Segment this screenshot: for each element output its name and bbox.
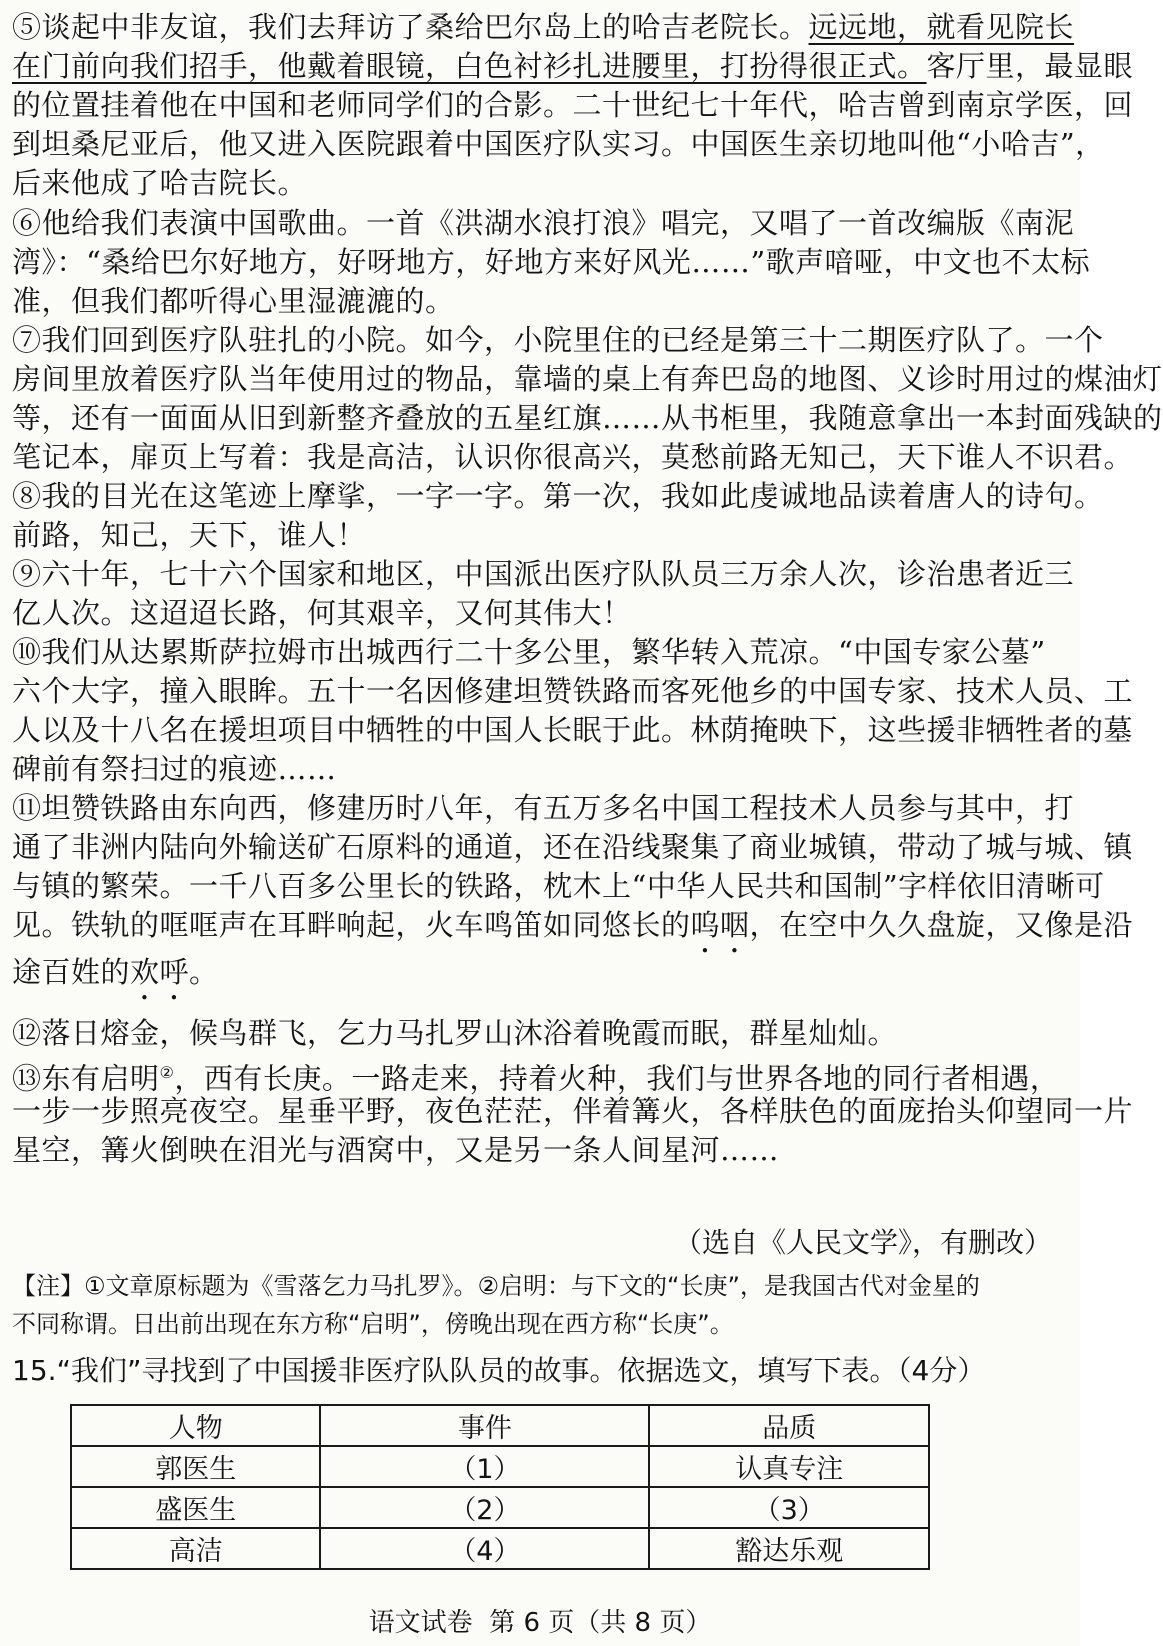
- paragraph-10: [12, 633, 1134, 789]
- paragraph-line: 碑前有祭扫过的痕迹……: [12, 752, 337, 786]
- paragraph-line: 星空，篝火倒映在泪光与酒窝中，又是另一条人间星河……: [12, 1133, 780, 1167]
- table-header: 品质: [649, 1405, 929, 1446]
- text-segment: 客厅里，最显眼: [926, 49, 1134, 83]
- table-header: 事件: [320, 1405, 649, 1446]
- underlined-sentence: 在门前向我们招手，他戴着眼镜，白色衬衫扎进腰里，打扮得很正式。: [12, 49, 927, 83]
- paragraph-9: [12, 555, 1075, 633]
- paragraph-line: 通了非洲内陆向外输送矿石原料的通道，还在沿线聚集了商业城镇，带动了城与城、镇: [12, 830, 1134, 864]
- paragraph-line: 笔记本，扉页上写着：我是高洁，认识你很高兴，莫愁前路无知己，天下谁人不识君。: [12, 440, 1134, 474]
- table-cell: （4）: [320, 1528, 649, 1569]
- paragraph-line: ⑦我们回到医疗队驻扎的小院。如今，小院里住的已经是第三十二期医疗队了。一个: [12, 323, 1104, 357]
- paragraph-7: [12, 321, 1163, 477]
- text-segment: ，西有长庚。一路走来，持着火种，我们与世界各地的同行者相遇，: [174, 1061, 1060, 1096]
- paragraph-6: [12, 204, 1091, 321]
- text-segment: 途百姓的: [12, 955, 131, 989]
- table-row: [71, 1446, 929, 1487]
- table-header-row: [71, 1405, 929, 1446]
- paragraph-line: ⑩我们从达累斯萨拉姆市出城西行二十多公里，繁华转入荒凉。“中国专家公墓”: [12, 635, 1046, 669]
- paragraph-5: [12, 8, 1134, 203]
- emphasized-word: 欢呼: [130, 955, 190, 989]
- paragraph-line: [12, 8, 1075, 47]
- underlined-sentence: 远远地，就看见院长: [808, 10, 1075, 44]
- paragraph-line: ⑥他给我们表演中国歌曲。一首《洪湖水浪打浪》唱完，又唱了一首改编版《南泥: [12, 206, 1075, 240]
- page-footer: 语文试卷 第 6 页（共 8 页）: [368, 1608, 712, 1638]
- table-row: [71, 1528, 929, 1569]
- paragraph-line: 一步一步照亮夜空。星垂平野，夜色茫茫，伴着篝火，各样肤色的面庞抬头仰望同一片: [12, 1094, 1134, 1128]
- paragraph-8: [12, 477, 1104, 555]
- table-cell: （2）: [320, 1487, 649, 1528]
- table-cell: 盛医生: [71, 1487, 320, 1528]
- note-line: 【注】①文章原标题为《雪落乞力马扎罗》。②启明：与下文的“长庚”，是我国古代对金星的: [12, 1272, 980, 1300]
- paragraph-line: 前路，知己，天下，谁人！: [12, 518, 367, 552]
- paragraph-12: [12, 1014, 1060, 1053]
- paragraph-line: [12, 1053, 1060, 1096]
- paragraph-line: 后来他成了哈吉院长。: [12, 166, 308, 200]
- paragraph-line: 准，但我们都听得心里湿漉漉的。: [12, 284, 455, 318]
- text-segment: 。: [189, 955, 219, 989]
- table-header: 人物: [71, 1405, 320, 1446]
- paragraph-line: 亿人次。这迢迢长路，何其艰辛，又何其伟大！: [12, 596, 632, 630]
- text-segment: ⑬东有启明: [12, 1061, 160, 1096]
- answer-table: [70, 1404, 930, 1570]
- paragraph-line: 的位置挂着他在中国和老师同学们的合影。二十世纪七十年代，哈吉曾到南京学医，回: [12, 88, 1134, 122]
- paragraph-line: [12, 906, 1134, 945]
- paragraph-line: [12, 47, 1134, 86]
- paragraph-line: ⑧我的目光在这笔迹上摩挲，一字一字。第一次，我如此虔诚地品读着唐人的诗句。: [12, 479, 1104, 513]
- footnote-block: [12, 1267, 1062, 1343]
- paragraph-line: 湾》：“桑给巴尔好地方，好呀地方，好地方来好风光……”歌声喑哑，中文也不太标: [12, 245, 1091, 279]
- table-cell: （3）: [649, 1487, 929, 1528]
- paragraph-line: 到坦桑尼亚后，他又进入医院跟着中国医疗队实习。中国医生亲切地叫他“小哈吉”，: [12, 127, 1105, 161]
- emphasized-word: 呜咽: [690, 908, 750, 942]
- table-cell: 豁达乐观: [649, 1528, 929, 1569]
- table-row: [71, 1487, 929, 1528]
- table-cell: （1）: [320, 1446, 649, 1487]
- paragraph-13: [12, 1053, 1134, 1170]
- text-segment: 见。铁轨的哐哐声在耳畔响起，火车鸣笛如同悠长的: [12, 908, 691, 942]
- footnote-marker: ②: [159, 1063, 175, 1082]
- paragraph-line: 人以及十八名在援坦项目中牺牲的中国人长眠于此。林荫掩映下，这些援非牺牲者的墓: [12, 713, 1134, 747]
- paragraph-line: ⑨六十年，七十六个国家和地区，中国派出医疗队队员三万余人次，诊治患者近三: [12, 557, 1075, 591]
- text-segment: ⑤谈起中非友谊，我们去拜访了桑给巴尔岛上的哈吉老院长。: [12, 10, 809, 44]
- paragraph-line: 六个大字，撞入眼眸。五十一名因修建坦赞铁路而客死他乡的中国专家、技术人员、工: [12, 674, 1134, 708]
- source-citation: （选自《人民文学》，有删改）: [673, 1226, 1052, 1259]
- question-15: 15.“我们”寻找到了中国援非医疗队队员的故事。依据选文，填写下表。（4分）: [12, 1354, 986, 1387]
- note-line: 不同称谓。日出前出现在东方称“启明”，傍晚出现在西方称“长庚”。: [12, 1310, 734, 1338]
- table-cell: 高洁: [71, 1528, 320, 1569]
- table-cell: 郭医生: [71, 1446, 320, 1487]
- paragraph-line: [12, 953, 1060, 992]
- paragraph-line: 与镇的繁荣。一千八百多公里长的铁路，枕木上“中华人民共和国制”字样依旧清晰可: [12, 869, 1105, 903]
- text-segment: ，在空中久久盘旋，又像是沿: [749, 908, 1134, 942]
- paragraph-11: [12, 789, 1134, 992]
- paragraph-line: ⑪坦赞铁路由东向西，修建历时八年，有五万多名中国工程技术人员参与其中，打: [12, 791, 1075, 825]
- paragraph-line: ⑫落日熔金，候鸟群飞，乞力马扎罗山沐浴着晚霞而眠，群星灿灿。: [12, 1016, 898, 1050]
- table-cell: 认真专注: [649, 1446, 929, 1487]
- paragraph-line: 等，还有一面面从旧到新整齐叠放的五星红旗……从书柜里，我随意拿出一本封面残缺的: [12, 401, 1163, 435]
- paragraph-line: 房间里放着医疗队当年使用过的物品，靠墙的桌上有奔巴岛的地图、义诊时用过的煤油灯: [12, 362, 1163, 396]
